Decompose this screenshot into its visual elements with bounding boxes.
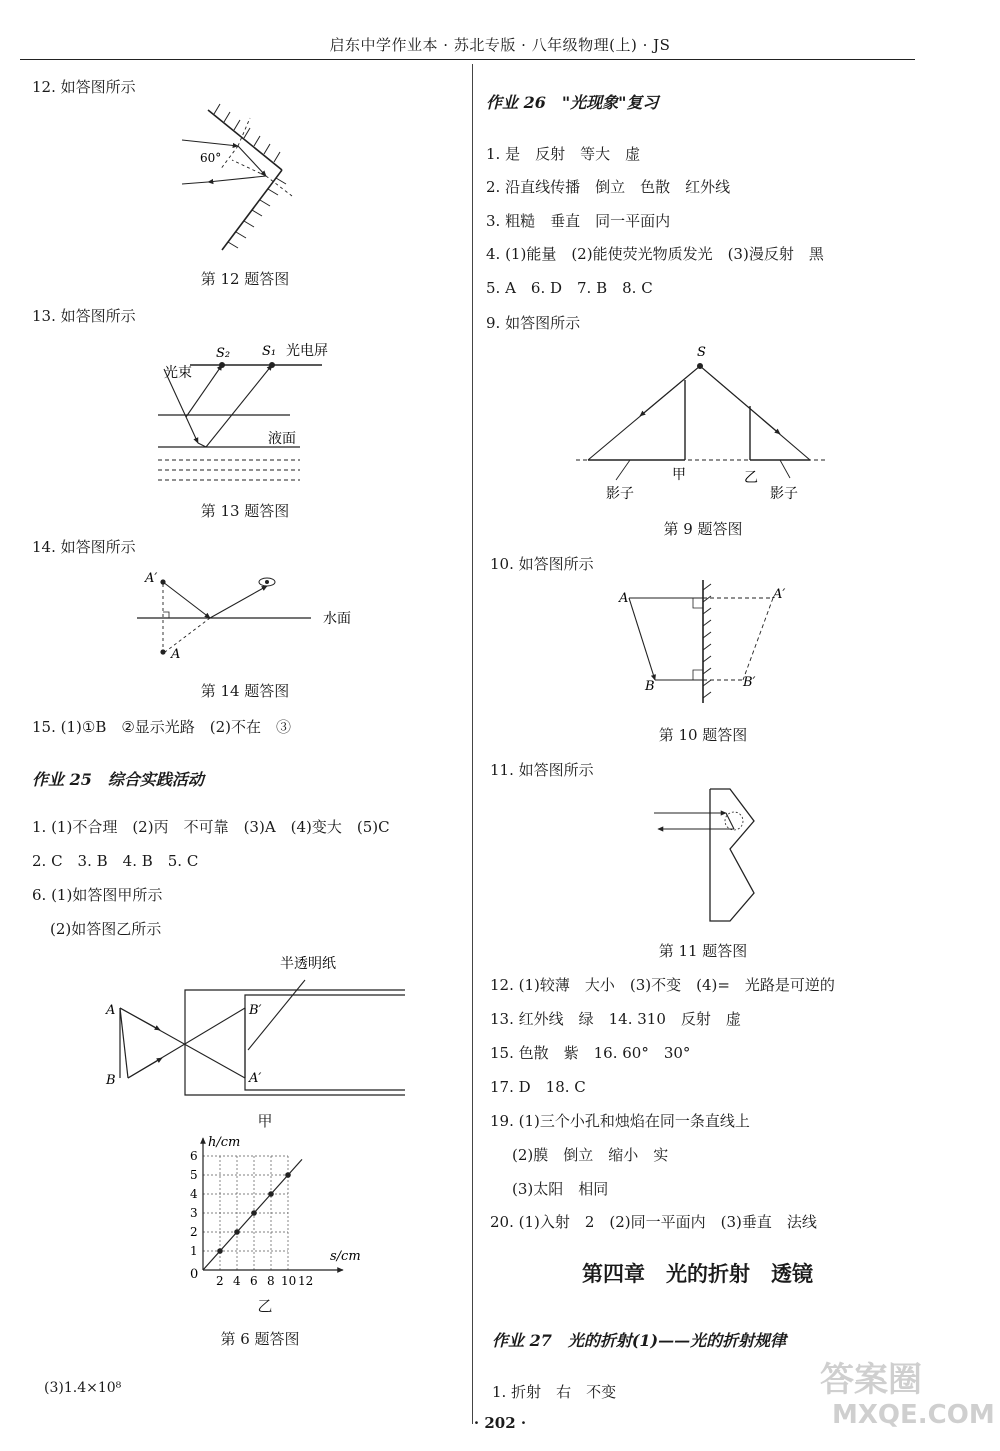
answer-line: 17. D 18. C — [490, 1078, 586, 1096]
q9-yi-label: 乙 — [744, 470, 758, 486]
hw26-title: 作业 26 "光现象"复习 — [486, 93, 659, 112]
jia-paper-label: 半透明纸 — [280, 956, 336, 972]
y-tick-label: 6 — [190, 1149, 198, 1163]
data-point — [234, 1229, 240, 1235]
hw26-line: 2. 沿直线传播 倒立 色散 红外线 — [486, 178, 731, 196]
y-tick-label: 3 — [190, 1206, 198, 1220]
y-tick-label: 1 — [190, 1244, 198, 1258]
fig-jia — [100, 950, 420, 1110]
hw25-line: 2. C 3. B 4. B 5. C — [32, 852, 199, 870]
hw25-line: (2)如答图乙所示 — [50, 920, 162, 938]
page-number: · 202 · — [473, 1414, 527, 1432]
x-tick-label: 12 — [298, 1274, 314, 1288]
q15-text: 15. (1)①B ②显示光路 (2)不在 ③ — [32, 718, 292, 736]
hw27-title: 作业 27 光的折射(1)——光的折射规律 — [492, 1331, 787, 1350]
data-point — [217, 1248, 223, 1254]
jia-aprime-label: A′ — [249, 1071, 262, 1086]
q14-a-label: A — [171, 647, 181, 662]
answer-line: (3)太阳 相同 — [512, 1180, 609, 1198]
q13-s1-label: S₁ — [262, 344, 277, 359]
q11-caption: 第 11 题答图 — [658, 942, 748, 960]
hw25-line: 6. (1)如答图甲所示 — [32, 886, 163, 904]
hw26-line: 5. A 6. D 7. B 8. C — [486, 279, 653, 297]
hw27-line1: 1. 折射 右 不变 — [492, 1383, 617, 1401]
answer-line: 12. (1)较薄 大小 (3)不变 (4)= 光路是可逆的 — [490, 976, 835, 994]
answer-line: 13. 红外线 绿 14. 310 反射 虚 — [490, 1010, 741, 1028]
hw26-line: 9. 如答图所示 — [486, 314, 581, 332]
q13-figure — [150, 335, 350, 490]
q14-aprime-label: A′ — [145, 571, 158, 586]
watermark-top: 答案圈 — [820, 1360, 922, 1400]
q10-caption: 第 10 题答图 — [658, 726, 748, 744]
q10-figure — [615, 578, 825, 708]
q9-jia-label: 甲 — [672, 467, 686, 483]
q14-figure — [135, 568, 365, 668]
q13-beam-label: 光束 — [164, 365, 192, 381]
q14-caption: 第 14 题答图 — [200, 682, 290, 700]
q9-shadow1-label: 影子 — [606, 486, 634, 502]
answer-line: 19. (1)三个小孔和烛焰在同一条直线上 — [490, 1112, 750, 1130]
q11-text: 11. 如答图所示 — [490, 761, 594, 779]
q12-caption: 第 12 题答图 — [200, 270, 290, 288]
jia-caption: 甲 — [257, 1112, 273, 1130]
q9-figure — [570, 342, 830, 507]
yi-caption: 乙 — [257, 1297, 273, 1315]
q10-aprime-label: A′ — [773, 587, 786, 602]
fig-yi-chart — [178, 1128, 378, 1293]
page-header: 启东中学作业本 · 苏北专版 · 八年级物理(上) · JS — [329, 36, 671, 54]
answer-line: 15. 色散 紫 16. 60° 30° — [490, 1044, 691, 1062]
q10-b-label: B — [645, 679, 655, 694]
column-divider — [472, 64, 473, 1424]
y-tick-label: 2 — [190, 1225, 198, 1239]
jia-bprime-label: B′ — [249, 1003, 262, 1018]
q6-part3: (3)1.4×10⁸ — [44, 1380, 122, 1396]
hw26-line: 1. 是 反射 等大 虚 — [486, 145, 641, 163]
q13-liquid-label: 液面 — [268, 431, 296, 447]
x-tick-label: 8 — [267, 1274, 275, 1288]
q13-text: 13. 如答图所示 — [32, 307, 136, 325]
q10-a-label: A — [619, 591, 629, 606]
y-tick-label: 4 — [190, 1187, 198, 1201]
hw26-line: 3. 粗糙 垂直 同一平面内 — [486, 212, 671, 230]
chart-xlabel: s/cm — [330, 1249, 361, 1264]
header-rule — [20, 59, 915, 60]
chart-origin: 0 — [190, 1267, 199, 1282]
jia-a-label: A — [106, 1003, 116, 1018]
x-tick-label: 2 — [216, 1274, 224, 1288]
hw26-line: 4. (1)能量 (2)能使荧光物质发光 (3)漫反射 黑 — [486, 245, 824, 263]
q12-figure — [180, 100, 310, 260]
x-tick-label: 4 — [233, 1274, 241, 1288]
q14-text: 14. 如答图所示 — [32, 538, 136, 556]
data-point — [268, 1191, 274, 1197]
q9-caption: 第 9 题答图 — [663, 520, 743, 538]
chart-ylabel: h/cm — [208, 1135, 241, 1150]
x-tick-label: 6 — [250, 1274, 258, 1288]
hw25-line: 1. (1)不合理 (2)丙 不可靠 (3)A (4)变大 (5)C — [32, 818, 390, 836]
q10-bprime-label: B′ — [743, 675, 756, 690]
hw25-title: 作业 25 综合实践活动 — [32, 770, 204, 789]
q13-caption: 第 13 题答图 — [200, 502, 290, 520]
answer-line: (2)膜 倒立 缩小 实 — [512, 1146, 669, 1164]
watermark-bottom: MXQE.COM — [832, 1400, 995, 1430]
q14-water-label: 水面 — [323, 611, 351, 627]
q10-text: 10. 如答图所示 — [490, 555, 594, 573]
q6-caption: 第 6 题答图 — [220, 1330, 300, 1348]
answer-line: 20. (1)入射 2 (2)同一平面内 (3)垂直 法线 — [490, 1213, 817, 1231]
data-point — [285, 1172, 291, 1178]
q9-s-label: S — [697, 345, 706, 360]
q13-screen-label: 光电屏 — [286, 343, 328, 359]
chapter-title: 第四章 光的折射 透镜 — [582, 1261, 813, 1286]
x-tick-label: 10 — [281, 1274, 297, 1288]
q13-s2-label: S₂ — [216, 346, 231, 361]
q12-text: 12. 如答图所示 — [32, 78, 136, 96]
data-point — [251, 1210, 257, 1216]
y-tick-label: 5 — [190, 1168, 198, 1182]
q11-figure — [650, 785, 770, 930]
q12-angle-label: 60° — [200, 151, 222, 165]
q9-shadow2-label: 影子 — [770, 486, 798, 502]
jia-b-label: B — [106, 1073, 116, 1088]
